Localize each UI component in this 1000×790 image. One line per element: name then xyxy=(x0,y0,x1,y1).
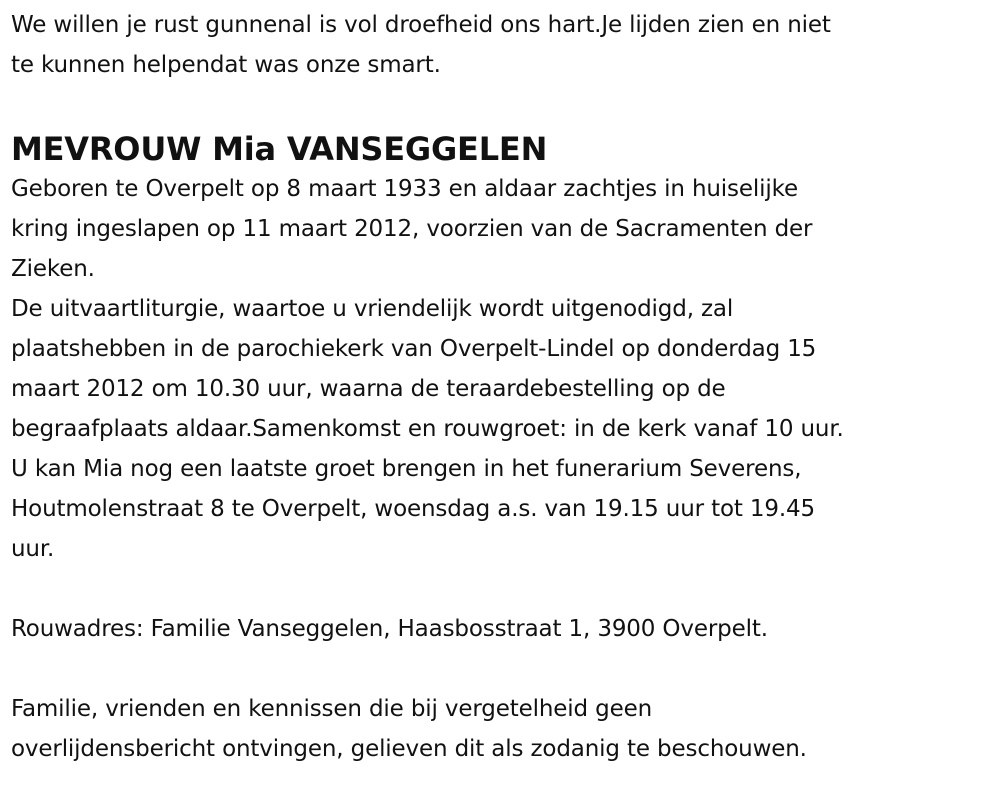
deceased-name: MEVROUW Mia VANSEGGELEN xyxy=(11,130,548,168)
body-line-7: begraafplaats aldaar.Samenkomst en rouwgroet: in de kerk vanaf 10 uur. xyxy=(11,416,844,442)
body-line-10: uur. xyxy=(11,536,55,562)
mourning-address: Rouwadres: Familie Vanseggelen, Haasbosstraat 1, 3900 Overpelt. xyxy=(11,616,768,642)
body-line-3: Zieken. xyxy=(11,256,95,282)
body-line-4: De uitvaartliturgie, waartoe u vriendelijk wordt uitgenodigd, zal xyxy=(11,296,734,322)
spacer xyxy=(11,85,996,125)
body-line-9: Houtmolenstraat 8 te Overpelt, woensdag a.s. van 19.15 uur tot 19.45 xyxy=(11,496,815,522)
poem-line-2: te kunnen helpendat was onze smart. xyxy=(11,52,441,78)
notice-line-1: Familie, vrienden en kennissen die bij vergetelheid geen xyxy=(11,696,652,722)
spacer xyxy=(11,649,996,689)
spacer xyxy=(11,569,996,609)
body-line-6: maart 2012 om 10.30 uur, waarna de teraardebestelling op de xyxy=(11,376,726,402)
body-line-2: kring ingeslapen op 11 maart 2012, voorzien van de Sacramenten der xyxy=(11,216,813,242)
body-line-1: Geboren te Overpelt op 8 maart 1933 en aldaar zachtjes in huiselijke xyxy=(11,176,798,202)
obituary-text xyxy=(11,5,996,769)
poem-line-1: We willen je rust gunnenal is vol droefheid ons hart.Je lijden zien en niet xyxy=(11,12,831,38)
body-line-5: plaatshebben in de parochiekerk van Overpelt-Lindel op donderdag 15 xyxy=(11,336,817,362)
body-line-8: U kan Mia nog een laatste groet brengen in het funerarium Severens, xyxy=(11,456,802,482)
notice-line-2: overlijdensbericht ontvingen, gelieven dit als zodanig te beschouwen. xyxy=(11,736,807,762)
